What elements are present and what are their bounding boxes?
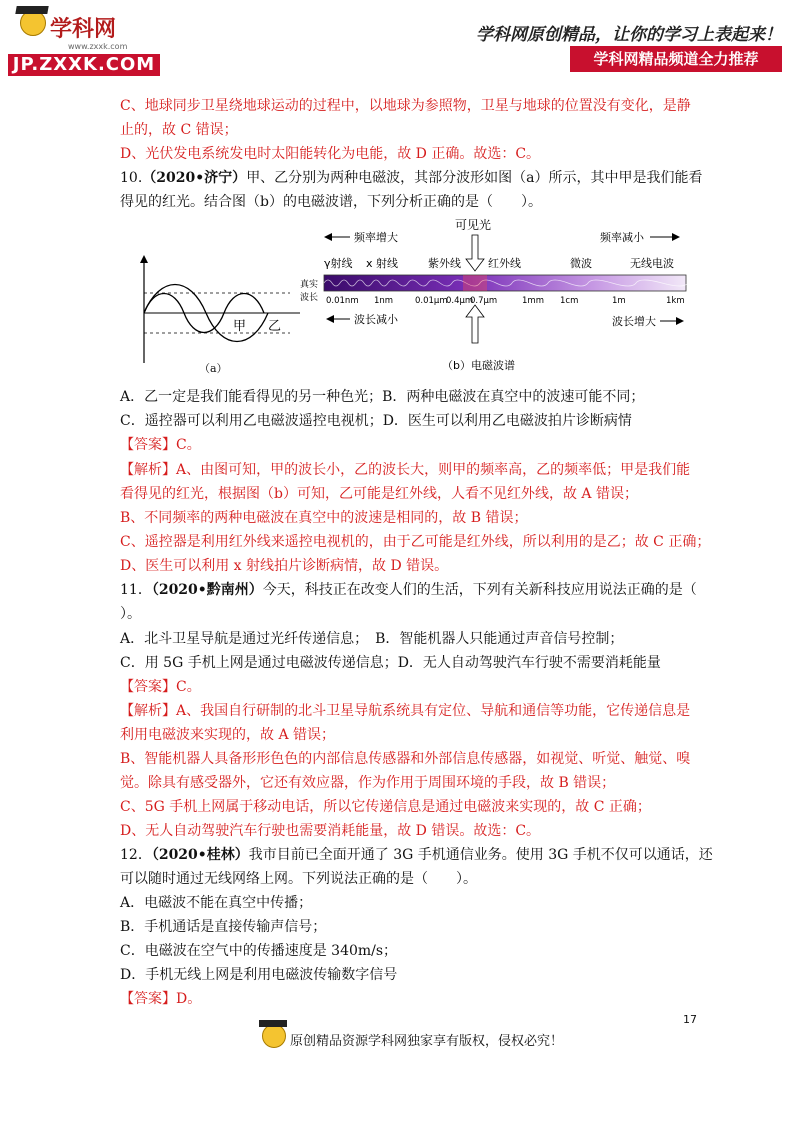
q11-answer: 【答案】C。 [120,679,201,695]
right-arrow-icon [676,317,684,325]
band-radio: 无线电波 [630,257,674,270]
band-gamma: γ射线 [324,257,353,270]
down-arrow-icon [466,235,484,271]
q12-option-d: D．手机无线上网是利用电磁波传输数字信号 [120,967,398,983]
q10-text-1: 甲、乙分别为两种电磁波，其部分波形如图（a）所示，其中甲是我们能看 [246,170,703,186]
zxxk-logo [6,6,166,78]
spectrum-bar [324,275,686,291]
page-header [0,0,800,80]
q12-option-c: C．电磁波在空气中的传播速度是 340m/s； [120,943,398,959]
logo-small-url: www.zxxk.com [68,42,128,51]
q10-stem-2: 得见的红光。结合图（b）的电磁波谱，下列分析正确的是（ ）。 [120,194,542,210]
q11-number: 11． [120,582,152,598]
q10-exp-1: 【解析】A、由图可知，甲的波长小，乙的波长大，则甲的频率高，乙的频率低；甲是我们能 [120,462,691,478]
q11-source: （2020•黔南州） [151,582,263,598]
graduation-cap-icon [15,6,48,14]
prev-exp-c2: 止的，故 C 错误； [120,122,238,138]
label-jia: 甲 [233,319,247,334]
tick-6: 1cm [560,296,579,306]
q10-exp-2: 看得见的红光，根据图（b）可知，乙可能是红外线，人看不见红外线，故 A 错误； [120,486,638,502]
q10-exp-3: B、不同频率的两种电磁波在真空中的波速是相同的，故 B 错误； [120,510,528,526]
tick-3: 0.4μm [446,296,474,306]
q11-exp-6: D、无人自动驾驶汽车行驶也需要消耗能量，故 D 错误。故选：C。 [120,823,541,839]
axis-label-1: 真实 [300,280,319,290]
q10-source: （2020•济宁） [142,170,247,186]
q11-exp-5: C、5G 手机上网属于移动电话，所以它传递信息是通过电磁波来实现的，故 C 正确； [120,799,651,815]
q10-exp-4: C、遥控器是利用红外线来遥控电视机的，由于乙可能是红外线，所以利用的是乙；故 C 正确； [120,534,711,550]
q11-stem-2: ）。 [120,606,141,622]
left-arrow-icon [326,315,334,323]
page-number: 17 [683,1013,697,1026]
logo-url: JP.ZXXK.COM [8,54,160,76]
tick-8: 1km [666,296,685,306]
graduation-cap-icon [259,1020,287,1027]
footer-copyright: 原创精品资源学科网独家享有版权，侵权必究！ [290,1034,564,1049]
q10-exp-5: D、医生可以利用 x 射线拍片诊断病情，故 D 错误。 [120,558,449,574]
page-footer [262,1020,582,1060]
q11-exp-4: 觉。除具有感受器外，它还有效应器，作为作用于周围环境的手段，故 B 错误； [120,775,616,791]
tick-5: 1mm [522,296,544,306]
logo-name: 学科网 [50,17,117,42]
q10-options-cd: C．遥控器可以利用乙电磁波遥控电视机；D．医生可以利用乙电磁波拍片诊断病情 [120,413,632,429]
tick-2: 0.01μm [415,296,448,306]
q11-exp-3: B、智能机器人具备形形色色的内部信息传感器和外部信息传感器，如视觉、听觉、触觉、嗅 [120,751,691,767]
figure-a-waves [130,255,310,375]
axis-label-2: 波长 [300,293,319,303]
q11-exp-2: 利用电磁波来实现的，故 A 错误； [120,727,336,743]
figure-a-caption: （a） [199,362,228,375]
figure-b-spectrum [300,215,695,380]
mascot-icon [262,1024,286,1048]
q11-options-cd: C．用 5G 手机上网是通过电磁波传递信息；D．无人自动驾驶汽车行驶不需要消耗能量 [120,655,661,671]
tick-4: 0.7μm [470,296,498,306]
q11-stem-1 [120,579,697,601]
label-yi: 乙 [268,319,282,334]
band-xray: x 射线 [366,257,399,270]
figure-b-caption: （b）电磁波谱 [442,359,515,372]
tick-0: 0.01nm [326,296,359,306]
header-banner: 学科网精品频道全力推荐 [570,46,782,72]
band-microwave: 微波 [570,257,592,270]
q12-number: 12． [120,847,152,863]
header-slogan: 学科网原创精品，让你的学习上表起来！ [476,25,782,45]
q11-exp-1: 【解析】A、我国自行研制的北斗卫星导航系统具有定位、导航和通信等功能，它传递信息是 [120,703,691,719]
q11-text-1: 今天，科技正在改变人们的生活，下列有关新科技应用说法正确的是（ [262,582,697,598]
q12-stem-1 [120,844,713,866]
band-uv: 紫外线 [428,257,461,270]
q10-answer: 【答案】C。 [120,437,201,453]
tick-1: 1nm [374,296,394,306]
freq-up-label: 频率增大 [354,231,398,244]
q12-option-b: B．手机通话是直接传输声信号； [120,919,327,935]
band-ir: 红外线 [488,257,521,270]
q12-option-a: A．电磁波不能在真空中传播； [120,895,313,911]
q10-stem-1 [120,167,703,189]
q12-source: （2020•桂林） [151,847,249,863]
wl-up-label: 波长增大 [612,315,656,328]
q12-stem-2: 可以随时通过无线网络上网。下列说法正确的是（ ）。 [120,871,477,887]
left-arrow-icon [324,233,332,241]
q11-options-ab: A．北斗卫星导航是通过光纤传递信息； B．智能机器人只能通过声音信号控制； [120,631,624,647]
prev-exp-c: C、地球同步卫星绕地球运动的过程中，以地球为参照物，卫星与地球的位置没有变化，是静 [120,98,691,114]
wl-down-label: 波长减小 [354,313,398,326]
prev-exp-d: D、光伏发电系统发电时太阳能转化为电能，故 D 正确。故选：C。 [120,146,541,162]
freq-down-label: 频率减小 [600,231,644,244]
q12-text-1: 我市目前已全面开通了 3G 手机通信业务。使用 3G 手机不仅可以通话，还 [248,847,713,863]
q10-options-ab: A．乙一定是我们能看得见的另一种色光；B．两种电磁波在真空中的波速可能不同； [120,389,645,405]
up-arrow-icon [466,305,484,343]
q10-number: 10. [120,170,143,186]
q12-answer: 【答案】D。 [120,991,202,1007]
visible-light-label: 可见光 [455,218,492,232]
right-arrow-icon [672,233,680,241]
tick-7: 1m [612,296,626,306]
